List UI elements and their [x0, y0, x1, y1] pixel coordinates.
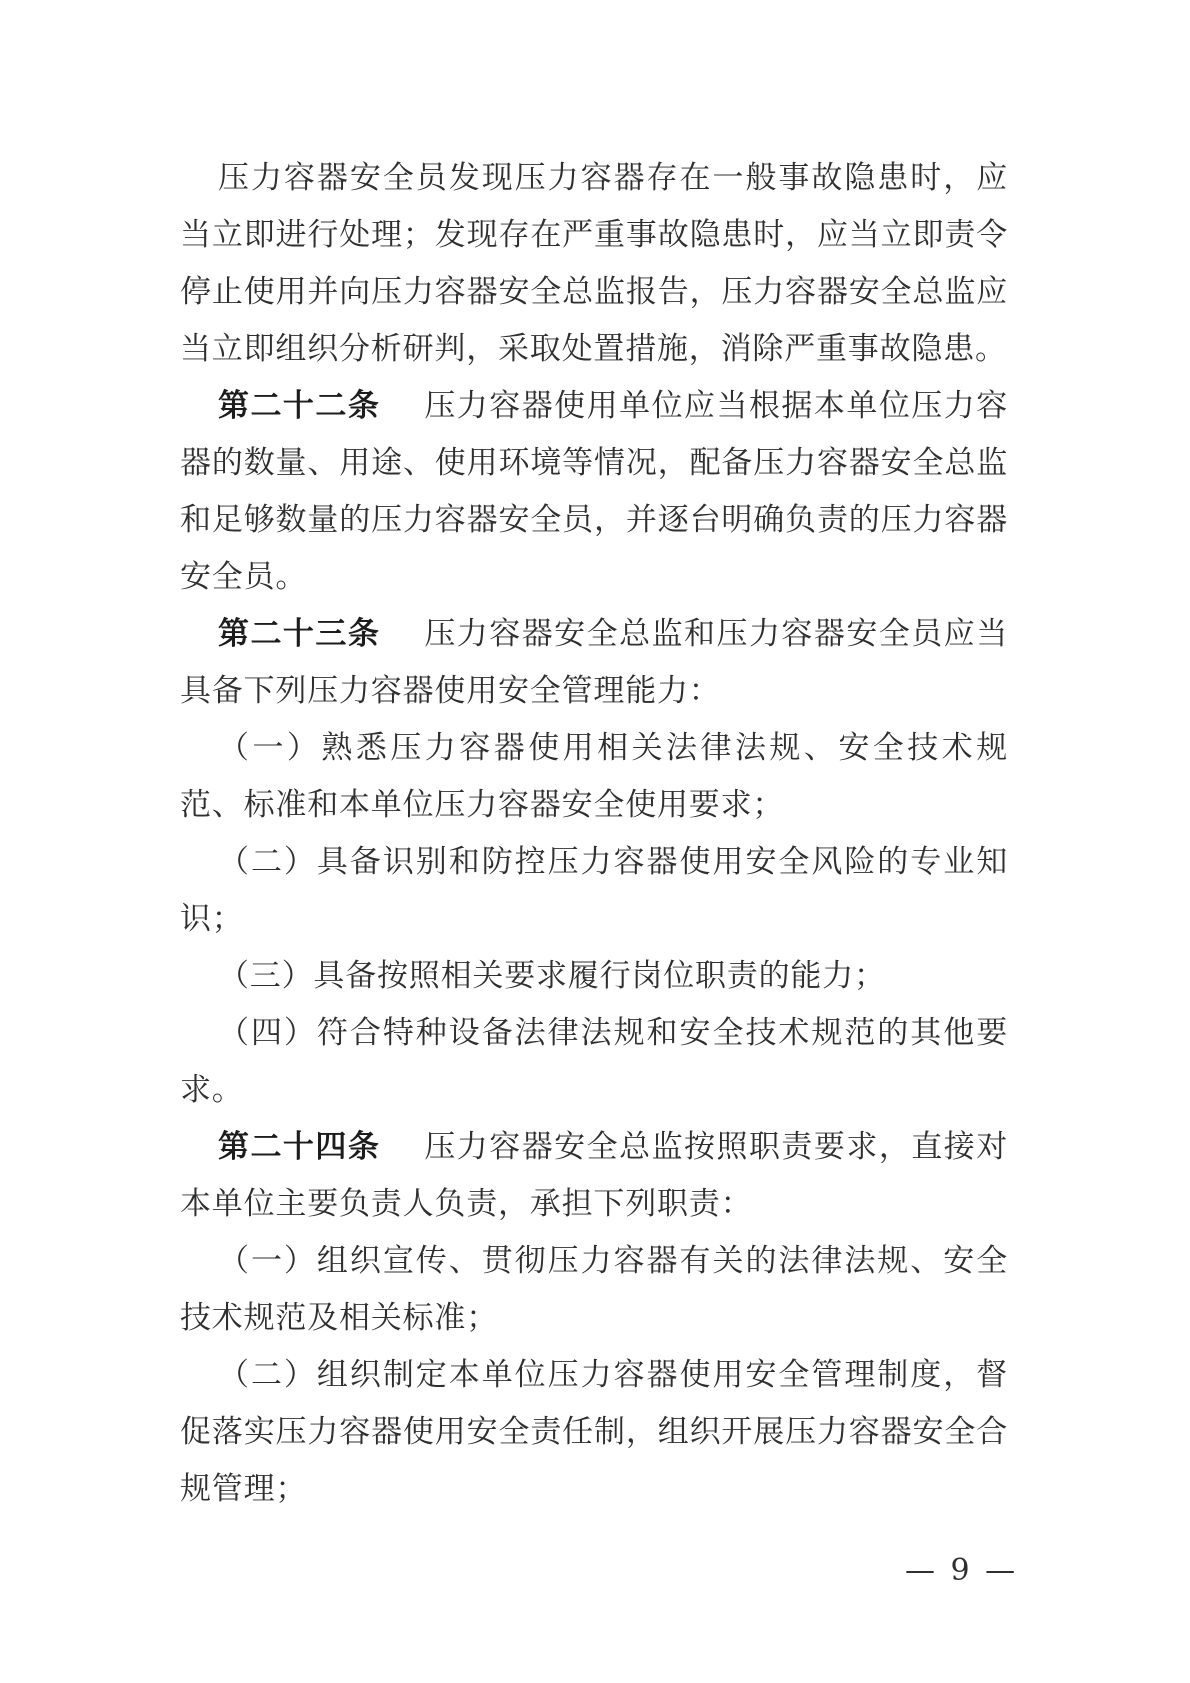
- page-number: — 9 —: [905, 1553, 1019, 1588]
- paragraph-item-4: [180, 1005, 1008, 1119]
- article-number-label: 第二十三条: [218, 616, 381, 652]
- paragraph-article-23: [180, 606, 1008, 720]
- article-number-label: 第二十二条: [218, 388, 381, 424]
- paragraph-text: 压力容器使用单位应当根据本单位压力容器的数量、用途、使用环境等情况，配备压力容器安全总监和足够数量的压力容器安全员，并逐台明确负责的压力容器安全员。: [180, 388, 1009, 595]
- paragraph-item-1: [180, 1233, 1008, 1347]
- paragraph-article-24: [180, 1119, 1008, 1233]
- paragraph-text: 压力容器安全总监和压力容器安全员应当具备下列压力容器使用安全管理能力：: [180, 616, 1009, 709]
- paragraph-text: （三）具备按照相关要求履行岗位职责的能力；: [218, 958, 886, 994]
- paragraph-item-2: [180, 1347, 1008, 1518]
- paragraph-text: 压力容器安全总监按照职责要求，直接对本单位主要负责人负责，承担下列职责：: [180, 1129, 1009, 1222]
- paragraph-text: （一）熟悉压力容器使用相关法律法规、安全技术规范、标准和本单位压力容器安全使用要求；: [180, 730, 1008, 823]
- paragraph-text: （二）具备识别和防控压力容器使用安全风险的专业知识；: [180, 844, 1008, 937]
- paragraph-item-1: [180, 720, 1008, 834]
- paragraph-item-2: [180, 834, 1008, 948]
- paragraph-text: （二）组织制定本单位压力容器使用安全管理制度，督促落实压力容器使用安全责任制，组织开展压力容器安全合规管理；: [180, 1357, 1008, 1507]
- paragraph: [180, 150, 1008, 378]
- document-body: [180, 150, 1008, 1518]
- paragraph-text: 压力容器安全员发现压力容器存在一般事故隐患时，应当立即进行处理；发现存在严重事故隐患时，应当立即责令停止使用并向压力容器安全总监报告，压力容器安全总监应当立即组织分析研判，采取处置措施，消除严重事故隐患。: [180, 160, 1008, 367]
- paragraph-article-22: [180, 378, 1008, 606]
- paragraph-text: （一）组织宣传、贯彻压力容器有关的法律法规、安全技术规范及相关标准；: [180, 1243, 1008, 1336]
- article-number-label: 第二十四条: [218, 1129, 381, 1165]
- paragraph-item-3: [180, 948, 1008, 1005]
- paragraph-text: （四）符合特种设备法律法规和安全技术规范的其他要求。: [180, 1015, 1008, 1108]
